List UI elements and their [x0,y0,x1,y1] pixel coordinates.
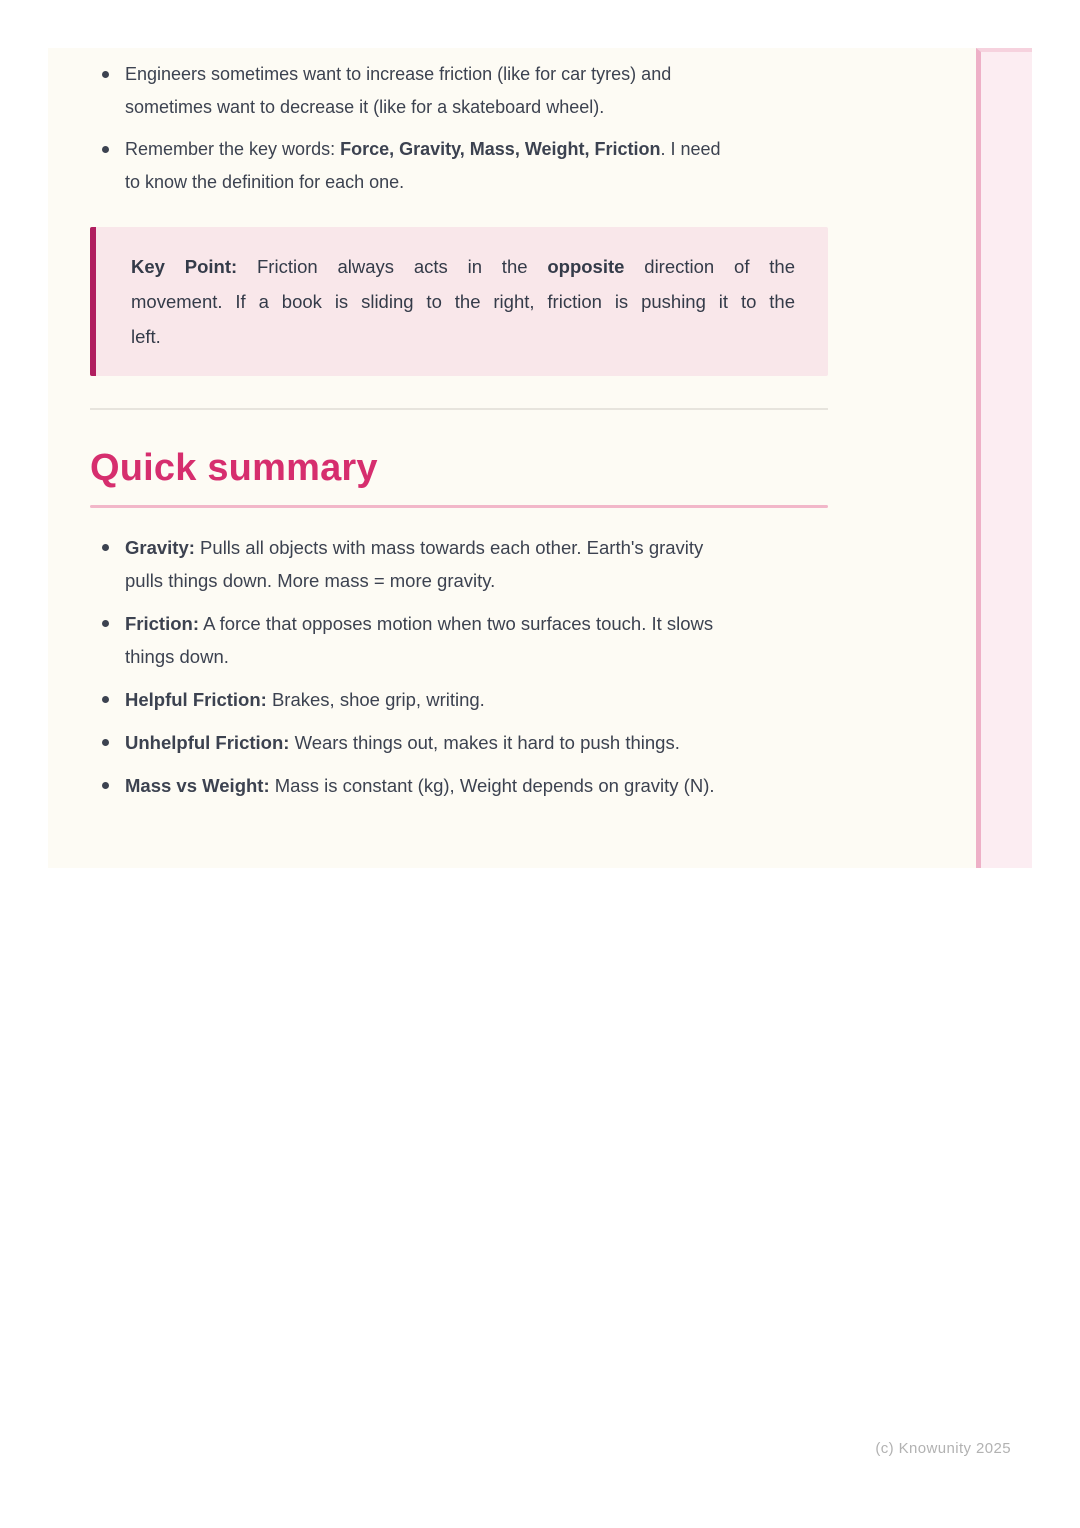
bullet-text: Mass vs Weight: Mass is constant (kg), Weight depends on gravity (N). [125,775,715,796]
bullet-icon [102,782,109,789]
bullet-icon [102,544,109,551]
list-item [90,531,828,597]
list-item [90,726,828,759]
intro-bullet-list [90,58,828,199]
section-divider [90,408,828,410]
bullet-text: Engineers sometimes want to increase friction (like for car tyres) and sometimes want to decrease it (like for a skateboard wheel). [125,64,672,117]
bullet-text: Gravity: Pulls all objects with mass towards each other. Earth's gravity pulls things down. More mass = more gravity. [125,537,704,591]
bullet-icon [102,696,109,703]
document-sheet [48,48,1032,868]
bullet-text: Friction: A force that opposes motion when two surfaces touch. It slows things down. [125,613,714,667]
bullet-text: Helpful Friction: Brakes, shoe grip, writing. [125,689,485,710]
heading-underline [90,505,828,508]
section-heading: Quick summary [90,447,378,489]
list-item [90,607,828,673]
list-item [90,769,828,802]
list-item [90,58,828,124]
copyright-footer: (c) Knowunity 2025 [875,1440,1011,1457]
document-content [90,54,828,802]
page-edge-decoration [976,48,1032,868]
bullet-icon [102,620,109,627]
bullet-text: Unhelpful Friction: Wears things out, makes it hard to push things. [125,732,680,753]
bullet-icon [102,146,109,153]
key-point-text: Key Point: Friction always acts in the opposite direction of the movement. If a book is sliding to the right, friction is pushing it to the left. [131,256,795,347]
key-point-callout [90,227,828,376]
bullet-icon [102,739,109,746]
summary-bullet-list [90,531,828,802]
list-item [90,683,828,716]
list-item [90,133,828,199]
bullet-icon [102,71,109,78]
bullet-text: Remember the key words: Force, Gravity, Mass, Weight, Friction. I need to know the definition for each one. [125,139,721,192]
